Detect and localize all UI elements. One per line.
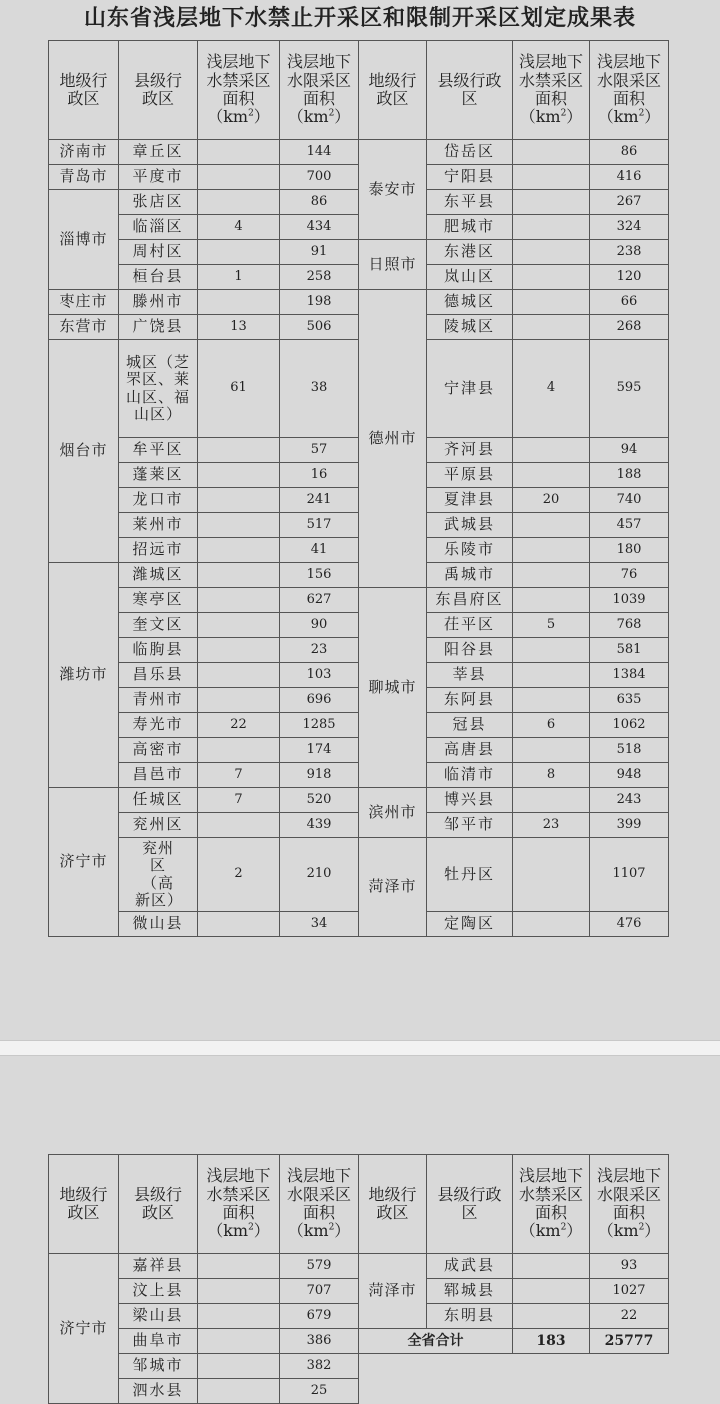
- ban-area-cell: [198, 813, 280, 838]
- ban-area-cell-right: 6: [513, 713, 590, 738]
- limit-area-cell: 258: [280, 265, 359, 290]
- ban-area-cell-right: [513, 315, 590, 340]
- ban-area-cell: 1: [198, 265, 280, 290]
- ban-area-cell: [198, 1354, 280, 1379]
- city-cell-right: 泰安市: [359, 140, 427, 240]
- ban-area-cell: [198, 1304, 280, 1329]
- limit-area-cell: 174: [280, 738, 359, 763]
- county-cell: 寿光市: [119, 713, 198, 738]
- table-row: [49, 1379, 669, 1404]
- city-cell: 潍坊市: [49, 563, 119, 788]
- county-cell: 微山县: [119, 912, 198, 937]
- ban-area-cell-right: [513, 1254, 590, 1279]
- county-cell: 汶上县: [119, 1279, 198, 1304]
- county-cell: 蓬莱区: [119, 463, 198, 488]
- ban-area-cell-right: [513, 240, 590, 265]
- county-cell: 嘉祥县: [119, 1254, 198, 1279]
- limit-area-cell: 918: [280, 763, 359, 788]
- county-cell-right: 平原县: [427, 463, 513, 488]
- limit-area-cell-right: 94: [590, 438, 669, 463]
- ban-area-cell: [198, 513, 280, 538]
- limit-area-cell: 103: [280, 663, 359, 688]
- county-cell-right: 武城县: [427, 513, 513, 538]
- table-row: [49, 838, 669, 912]
- ban-area-cell-right: 4: [513, 340, 590, 438]
- ban-area-cell: [198, 463, 280, 488]
- table-row: [49, 588, 669, 613]
- ban-area-cell: [198, 1254, 280, 1279]
- limit-area-cell: 57: [280, 438, 359, 463]
- county-cell: 章丘区: [119, 140, 198, 165]
- ban-area-cell: [198, 538, 280, 563]
- county-cell: 潍城区: [119, 563, 198, 588]
- header-county-right: 县级行政区: [427, 1155, 513, 1254]
- county-cell: 昌乐县: [119, 663, 198, 688]
- city-cell: 济南市: [49, 140, 119, 165]
- county-cell-right: 夏津县: [427, 488, 513, 513]
- header-ban-area: 浅层地下水禁采区面积$(km^2)$: [198, 1155, 280, 1254]
- header-county-right: 县级行政区: [427, 41, 513, 140]
- county-cell: 桓台县: [119, 265, 198, 290]
- city-cell: 济宁市: [49, 1254, 119, 1404]
- county-cell-right: 东平县: [427, 190, 513, 215]
- ban-area-cell-right: [513, 588, 590, 613]
- county-cell-right: 齐河县: [427, 438, 513, 463]
- limit-area-cell-right: 1107: [590, 838, 669, 912]
- ban-area-cell: 2: [198, 838, 280, 912]
- county-cell: 周村区: [119, 240, 198, 265]
- header-ban-area-right: 浅层地下水禁采区面积$(km^2)$: [513, 41, 590, 140]
- county-cell: 兖州区: [119, 813, 198, 838]
- ban-area-cell: [198, 563, 280, 588]
- county-cell-right: 东昌府区: [427, 588, 513, 613]
- limit-area-cell-right: 948: [590, 763, 669, 788]
- county-cell: 临朐县: [119, 638, 198, 663]
- limit-area-cell-right: 635: [590, 688, 669, 713]
- ban-area-cell-right: [513, 738, 590, 763]
- limit-area-cell-right: 1062: [590, 713, 669, 738]
- county-cell-right: 邹平市: [427, 813, 513, 838]
- ban-area-cell: 22: [198, 713, 280, 738]
- total-label-cell: 全省合计: [359, 1329, 513, 1354]
- county-cell-right: 宁阳县: [427, 165, 513, 190]
- ban-area-cell: [198, 190, 280, 215]
- limit-area-cell: 86: [280, 190, 359, 215]
- ban-area-cell-right: [513, 1279, 590, 1304]
- ban-area-cell: [198, 688, 280, 713]
- limit-area-cell-right: 768: [590, 613, 669, 638]
- county-cell-right: 肥城市: [427, 215, 513, 240]
- ban-area-cell-right: 5: [513, 613, 590, 638]
- county-cell: 寒亭区: [119, 588, 198, 613]
- limit-area-cell-right: 416: [590, 165, 669, 190]
- ban-area-cell: 61: [198, 340, 280, 438]
- limit-area-cell-right: 399: [590, 813, 669, 838]
- limit-area-cell: 210: [280, 838, 359, 912]
- limit-area-cell-right: 476: [590, 912, 669, 937]
- header-city: 地级行政区: [49, 1155, 119, 1254]
- ban-area-cell-right: [513, 140, 590, 165]
- limit-area-cell-right: 243: [590, 788, 669, 813]
- header-ban-area: 浅层地下水禁采区面积$(km^2)$: [198, 41, 280, 140]
- city-cell-right: 日照市: [359, 240, 427, 290]
- limit-area-cell-right: 93: [590, 1254, 669, 1279]
- ban-area-cell: [198, 663, 280, 688]
- ban-area-cell-right: [513, 165, 590, 190]
- header-ban-area-right: 浅层地下水禁采区面积$(km^2)$: [513, 1155, 590, 1254]
- city-cell-right: 聊城市: [359, 588, 427, 788]
- ban-area-cell: [198, 738, 280, 763]
- limit-area-cell: 91: [280, 240, 359, 265]
- limit-area-cell-right: 595: [590, 340, 669, 438]
- header-city-right: 地级行政区: [359, 41, 427, 140]
- ban-area-cell-right: [513, 563, 590, 588]
- zoning-table-1: [48, 40, 669, 937]
- ban-area-cell: [198, 438, 280, 463]
- county-cell: 高密市: [119, 738, 198, 763]
- county-cell: [119, 340, 198, 438]
- limit-area-cell: 386: [280, 1329, 359, 1354]
- limit-area-cell: 241: [280, 488, 359, 513]
- county-cell: 张店区: [119, 190, 198, 215]
- county-cell: [119, 838, 198, 912]
- zoning-table-2: [48, 1154, 669, 1404]
- ban-area-cell: [198, 488, 280, 513]
- county-cell: 任城区: [119, 788, 198, 813]
- limit-area-cell: 41: [280, 538, 359, 563]
- county-cell-right: 茌平区: [427, 613, 513, 638]
- limit-area-cell-right: 1384: [590, 663, 669, 688]
- header-limit-area-right: 浅层地下水限采区面积$(km^2)$: [590, 1155, 669, 1254]
- ban-area-cell-right: [513, 190, 590, 215]
- county-cell: 招远市: [119, 538, 198, 563]
- limit-area-cell: 520: [280, 788, 359, 813]
- header-row: [49, 1155, 669, 1254]
- county-cell-right: 岱岳区: [427, 140, 513, 165]
- ban-area-cell: 7: [198, 763, 280, 788]
- table-row: [49, 140, 669, 165]
- ban-area-cell-right: [513, 463, 590, 488]
- ban-area-cell-right: [513, 912, 590, 937]
- limit-area-cell-right: 188: [590, 463, 669, 488]
- limit-area-cell-right: 76: [590, 563, 669, 588]
- limit-area-cell-right: 457: [590, 513, 669, 538]
- county-cell: 滕州市: [119, 290, 198, 315]
- county-cell-right: 牡丹区: [427, 838, 513, 912]
- ban-area-cell-right: [513, 1304, 590, 1329]
- ban-area-cell: 7: [198, 788, 280, 813]
- table-body: [49, 1254, 669, 1404]
- county-cell-right: 冠县: [427, 713, 513, 738]
- county-cell: 昌邑市: [119, 763, 198, 788]
- limit-area-cell-right: 86: [590, 140, 669, 165]
- city-cell-right: 德州市: [359, 290, 427, 588]
- table-row: [49, 240, 669, 265]
- county-cell: 泗水县: [119, 1379, 198, 1404]
- county-cell-right: 高唐县: [427, 738, 513, 763]
- cell-text: 兖州区（高新区）: [135, 839, 184, 909]
- city-cell: 淄博市: [49, 190, 119, 290]
- limit-area-cell-right: 581: [590, 638, 669, 663]
- ban-area-cell-right: [513, 438, 590, 463]
- county-cell-right: 陵城区: [427, 315, 513, 340]
- limit-area-cell: 506: [280, 315, 359, 340]
- limit-area-cell: 1285: [280, 713, 359, 738]
- city-cell-right: 菏泽市: [359, 1254, 427, 1329]
- ban-area-cell: [198, 1379, 280, 1404]
- table-row: [49, 290, 669, 315]
- limit-area-cell: 439: [280, 813, 359, 838]
- county-cell: 龙口市: [119, 488, 198, 513]
- table-body: [49, 140, 669, 937]
- limit-area-cell-right: 268: [590, 315, 669, 340]
- header-row: [49, 41, 669, 140]
- limit-area-cell: 434: [280, 215, 359, 240]
- ban-area-cell: [198, 240, 280, 265]
- limit-area-cell: 16: [280, 463, 359, 488]
- header-limit-area: 浅层地下水限采区面积$(km^2)$: [280, 41, 359, 140]
- cell-text: 城区（芝罘区、莱山区、福山区）: [125, 353, 190, 423]
- limit-area-cell: 144: [280, 140, 359, 165]
- limit-area-cell: 679: [280, 1304, 359, 1329]
- county-cell: 梁山县: [119, 1304, 198, 1329]
- limit-area-cell: 627: [280, 588, 359, 613]
- limit-area-cell-right: 180: [590, 538, 669, 563]
- county-cell: 青州市: [119, 688, 198, 713]
- header-city: 地级行政区: [49, 41, 119, 140]
- county-cell: 莱州市: [119, 513, 198, 538]
- header-city-right: 地级行政区: [359, 1155, 427, 1254]
- ban-area-cell-right: 8: [513, 763, 590, 788]
- county-cell-right: 德城区: [427, 290, 513, 315]
- ban-area-cell: [198, 613, 280, 638]
- ban-area-cell: [198, 140, 280, 165]
- city-cell: 东营市: [49, 315, 119, 340]
- limit-area-cell: 707: [280, 1279, 359, 1304]
- city-cell: 济宁市: [49, 788, 119, 937]
- ban-area-cell: [198, 912, 280, 937]
- county-cell-right: 乐陵市: [427, 538, 513, 563]
- county-cell-right: 东港区: [427, 240, 513, 265]
- county-cell: 奎文区: [119, 613, 198, 638]
- ban-area-cell-right: [513, 215, 590, 240]
- county-cell: 邹城市: [119, 1354, 198, 1379]
- limit-area-cell-right: 324: [590, 215, 669, 240]
- ban-area-cell: [198, 588, 280, 613]
- table-row: [49, 788, 669, 813]
- county-cell-right: 莘县: [427, 663, 513, 688]
- city-cell: 青岛市: [49, 165, 119, 190]
- limit-area-cell: 156: [280, 563, 359, 588]
- ban-area-cell-right: [513, 638, 590, 663]
- county-cell-right: 成武县: [427, 1254, 513, 1279]
- limit-area-cell: 23: [280, 638, 359, 663]
- county-cell-right: 宁津县: [427, 340, 513, 438]
- limit-area-cell: 198: [280, 290, 359, 315]
- header-limit-area: 浅层地下水限采区面积$(km^2)$: [280, 1155, 359, 1254]
- total-limit-cell: 25777: [590, 1329, 669, 1354]
- county-cell-right: 临清市: [427, 763, 513, 788]
- limit-area-cell: 90: [280, 613, 359, 638]
- limit-area-cell: 38: [280, 340, 359, 438]
- county-cell: 牟平区: [119, 438, 198, 463]
- limit-area-cell: 700: [280, 165, 359, 190]
- header-limit-area-right: 浅层地下水限采区面积$(km^2)$: [590, 41, 669, 140]
- limit-area-cell-right: 1039: [590, 588, 669, 613]
- total-ban-cell: 183: [513, 1329, 590, 1354]
- page-title: 山东省浅层地下水禁止开采区和限制开采区划定成果表: [83, 5, 636, 31]
- limit-area-cell: 579: [280, 1254, 359, 1279]
- limit-area-cell: 34: [280, 912, 359, 937]
- county-cell-right: 东明县: [427, 1304, 513, 1329]
- ban-area-cell: [198, 165, 280, 190]
- limit-area-cell-right: 1027: [590, 1279, 669, 1304]
- city-cell: 枣庄市: [49, 290, 119, 315]
- page-divider: [0, 1040, 720, 1056]
- limit-area-cell-right: 66: [590, 290, 669, 315]
- county-cell-right: 阳谷县: [427, 638, 513, 663]
- ban-area-cell-right: [513, 838, 590, 912]
- ban-area-cell-right: [513, 538, 590, 563]
- limit-area-cell: 696: [280, 688, 359, 713]
- city-cell-right: 菏泽市: [359, 838, 427, 937]
- county-cell: 平度市: [119, 165, 198, 190]
- ban-area-cell: [198, 638, 280, 663]
- limit-area-cell: 382: [280, 1354, 359, 1379]
- county-cell-right: 东阿县: [427, 688, 513, 713]
- ban-area-cell-right: 20: [513, 488, 590, 513]
- county-cell-right: 岚山区: [427, 265, 513, 290]
- city-cell: 烟台市: [49, 340, 119, 563]
- county-cell-right: 博兴县: [427, 788, 513, 813]
- ban-area-cell-right: [513, 688, 590, 713]
- county-cell-right: 定陶区: [427, 912, 513, 937]
- limit-area-cell-right: 22: [590, 1304, 669, 1329]
- ban-area-cell-right: [513, 265, 590, 290]
- ban-area-cell-right: [513, 513, 590, 538]
- county-cell-right: 禹城市: [427, 563, 513, 588]
- table-row: [49, 1254, 669, 1279]
- limit-area-cell-right: 518: [590, 738, 669, 763]
- county-cell: 临淄区: [119, 215, 198, 240]
- table-row: [49, 1354, 669, 1379]
- limit-area-cell: 25: [280, 1379, 359, 1404]
- ban-area-cell-right: [513, 788, 590, 813]
- ban-area-cell-right: [513, 290, 590, 315]
- limit-area-cell: 517: [280, 513, 359, 538]
- county-cell: 广饶县: [119, 315, 198, 340]
- county-cell: 曲阜市: [119, 1329, 198, 1354]
- limit-area-cell-right: 740: [590, 488, 669, 513]
- ban-area-cell: [198, 1279, 280, 1304]
- header-county: 县级行政区: [119, 1155, 198, 1254]
- ban-area-cell: [198, 290, 280, 315]
- limit-area-cell-right: 238: [590, 240, 669, 265]
- ban-area-cell: [198, 1329, 280, 1354]
- city-cell-right: 滨州市: [359, 788, 427, 838]
- ban-area-cell: 4: [198, 215, 280, 240]
- table-row: [49, 1329, 669, 1354]
- header-county: 县级行政区: [119, 41, 198, 140]
- limit-area-cell-right: 267: [590, 190, 669, 215]
- ban-area-cell-right: [513, 663, 590, 688]
- ban-area-cell: 13: [198, 315, 280, 340]
- ban-area-cell-right: 23: [513, 813, 590, 838]
- county-cell-right: 郓城县: [427, 1279, 513, 1304]
- limit-area-cell-right: 120: [590, 265, 669, 290]
